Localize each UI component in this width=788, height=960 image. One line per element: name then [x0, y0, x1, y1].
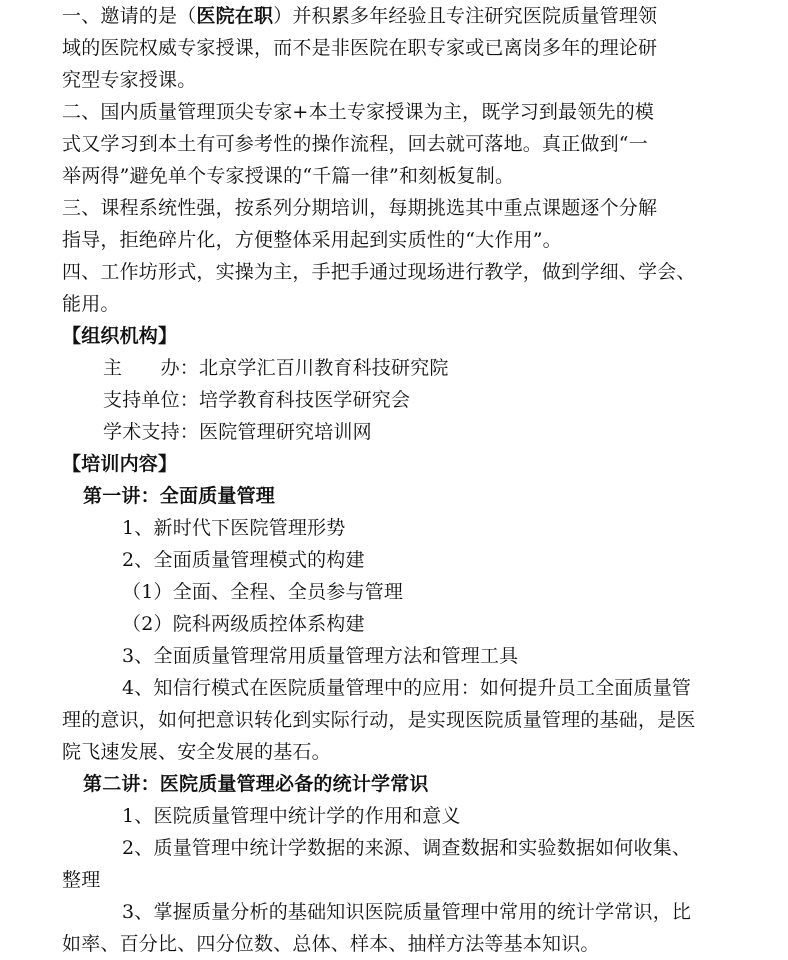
lecture-1-title: 第一讲：全面质量管理: [83, 485, 276, 507]
bold-text-run: 医院在职: [196, 5, 274, 27]
lecture-2-item-3-line-1: 3、掌握质量分析的基础知识医院质量管理中常用的统计学常识，比: [122, 901, 692, 923]
intro-paragraph-2-line-2: 式又学习到本土有可参考性的操作流程，回去就可落地。真正做到“一: [62, 133, 648, 155]
lecture-1-item-4-line-2: 理的意识，如何把意识转化到实际行动，是实现医院质量管理的基础，是医: [62, 709, 696, 731]
lecture-1-item-3: 3、全面质量管理常用质量管理方法和管理工具: [122, 645, 519, 667]
intro-paragraph-4-line-1: 四、工作坊形式，实操为主，手把手通过现场进行教学，做到学细、学会、: [62, 261, 696, 283]
lecture-2-item-1: 1、医院质量管理中统计学的作用和意义: [122, 805, 461, 827]
lecture-1-item-2: 2、全面质量管理模式的构建: [122, 549, 365, 571]
lecture-2-item-3-line-2: 如率、百分比、四分位数、总体、样本、抽样方法等基本知识。: [62, 933, 600, 955]
org-host: 主 办：北京学汇百川教育科技研究院: [103, 357, 449, 379]
lecture-1-item-4-line-1: 4、知信行模式在医院质量管理中的应用：如何提升员工全面质量管: [122, 677, 692, 699]
org-academic: 学术支持：医院管理研究培训网: [103, 421, 372, 443]
lecture-2-item-2-line-2: 整理: [62, 869, 101, 891]
intro-paragraph-2-line-1: 二、国内质量管理顶尖专家+本土专家授课为主，既学习到最领先的模: [62, 101, 655, 123]
lecture-2-title: 第二讲：医院质量管理必备的统计学常识: [83, 773, 429, 795]
text-run: 一、邀请的是（: [62, 5, 197, 27]
lecture-2-item-2-line-1: 2、质量管理中统计学数据的来源、调查数据和实验数据如何收集、: [122, 837, 692, 859]
intro-paragraph-4-line-2: 能用。: [62, 293, 120, 315]
intro-paragraph-2-line-3: 举两得”避免单个专家授课的“千篇一律”和刻板复制。: [62, 165, 515, 187]
lecture-1-item-2b: （2）院科两级质控体系构建: [122, 613, 365, 635]
intro-paragraph-1-line-3: 究型专家授课。: [62, 69, 197, 91]
org-support: 支持单位：培学教育科技医学研究会: [103, 389, 411, 411]
lecture-1-item-4-line-3: 院飞速发展、安全发展的基石。: [62, 741, 331, 763]
intro-paragraph-3-line-1: 三、课程系统性强，按系列分期培训，每期挑选其中重点课题逐个分解: [62, 197, 658, 219]
section-heading-training: 【培训内容】: [62, 453, 178, 475]
intro-paragraph-1-line-2: 域的医院权威专家授课，而不是非医院在职专家或已离岗多年的理论研: [62, 37, 658, 59]
lecture-1-item-2a: （1）全面、全程、全员参与管理: [122, 581, 404, 603]
intro-paragraph-1-line-1: [62, 0, 657, 32]
text-run: ）并积累多年经验且专注研究医院质量管理领: [273, 5, 658, 27]
lecture-1-item-1: 1、新时代下医院管理形势: [122, 517, 346, 539]
intro-paragraph-3-line-2: 指导，拒绝碎片化，方便整体采用起到实质性的“大作用”。: [62, 229, 562, 251]
section-heading-organization: 【组织机构】: [62, 325, 178, 347]
